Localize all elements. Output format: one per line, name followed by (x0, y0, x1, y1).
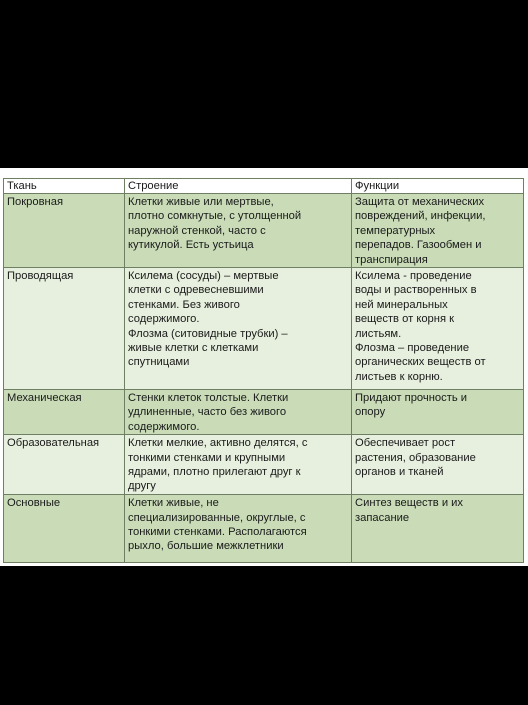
structure-line: рыхло, большие межклетники (128, 540, 284, 553)
table-row (4, 194, 524, 268)
functions-line: температурных (355, 224, 436, 237)
structure-line: Ксилема (сосуды) – мертвые (128, 270, 279, 283)
functions-line: растения, образование (355, 451, 476, 464)
structure-line: кутикулой. Есть устьица (128, 239, 254, 252)
functions-line: листьям. (355, 327, 402, 340)
functions-line: опору (355, 406, 386, 419)
structure-line: содержимого. (128, 313, 200, 326)
structure-line: Клетки живые или мертвые, (128, 196, 274, 208)
structure-line: Клетки мелкие, активно делятся, с (128, 437, 308, 450)
functions-line: транспирация (355, 253, 428, 266)
structure-line: плотно сомкнутые, с утолщенной (128, 210, 302, 223)
functions-line: Ксилема - проведение (355, 270, 472, 283)
structure-line: тонкими стенками и крупными (128, 451, 286, 464)
functions-line: Синтез веществ и их (355, 497, 464, 510)
structure-cell (125, 194, 352, 268)
table-row (4, 390, 524, 435)
table-row (4, 268, 524, 390)
structure-line: другу (128, 480, 156, 493)
structure-line: Клетки живые, не (128, 497, 219, 510)
tissue-name: Основные (4, 495, 125, 563)
tissue-name: Образовательная (4, 435, 125, 495)
structure-line: спутницами (128, 356, 190, 369)
functions-line: органов и тканей (355, 466, 444, 479)
structure-line: Флозма (ситовидные трубки) – (128, 327, 288, 340)
tissue-name: Механическая (4, 390, 125, 435)
functions-line: Обеспечивает рост (355, 437, 456, 450)
plant-tissues-table (3, 178, 524, 563)
tissue-name: Проводящая (4, 268, 125, 390)
functions-line: перепадов. Газообмен и (355, 239, 482, 252)
functions-cell (352, 194, 524, 268)
functions-line: Придают прочность и (355, 392, 468, 405)
structure-cell (125, 495, 352, 563)
functions-line: воды и растворенных в (355, 284, 477, 297)
structure-cell (125, 268, 352, 390)
structure-line: Стенки клеток толстые. Клетки (128, 392, 289, 405)
functions-line: Защита от механических (355, 196, 485, 208)
document-page (0, 168, 528, 566)
header-tissue: Ткань (4, 179, 125, 194)
functions-line: листьев к корню. (355, 370, 443, 383)
structure-line: содержимого. (128, 420, 200, 433)
structure-line: живые клетки с клетками (128, 342, 259, 355)
table-header-row (4, 179, 524, 194)
functions-line: Флозма – проведение (355, 342, 470, 355)
tissue-name: Покровная (4, 194, 125, 268)
structure-cell (125, 435, 352, 495)
structure-line: тонкими стенками. Располагаются (128, 526, 307, 539)
structure-line: наружной стенкой, часто с (128, 224, 266, 237)
functions-line: веществ от корня к (355, 313, 455, 326)
functions-line: ней минеральных (355, 298, 448, 311)
structure-line: клетки с одревесневшими (128, 284, 264, 297)
functions-cell (352, 495, 524, 563)
functions-line: повреждений, инфекции, (355, 210, 486, 223)
structure-line: стенками. Без живого (128, 298, 240, 311)
structure-cell (125, 390, 352, 435)
functions-line: запасание (355, 511, 410, 524)
header-structure: Строение (125, 179, 352, 194)
table-row (4, 435, 524, 495)
functions-cell (352, 435, 524, 495)
functions-line: органических веществ от (355, 356, 486, 369)
structure-line: специализированные, округлые, с (128, 511, 306, 524)
table-row (4, 495, 524, 563)
functions-cell (352, 268, 524, 390)
structure-line: ядрами, плотно прилегают друг к (128, 466, 301, 479)
structure-line: удлиненные, часто без живого (128, 406, 287, 419)
header-functions: Функции (352, 179, 524, 194)
functions-cell (352, 390, 524, 435)
